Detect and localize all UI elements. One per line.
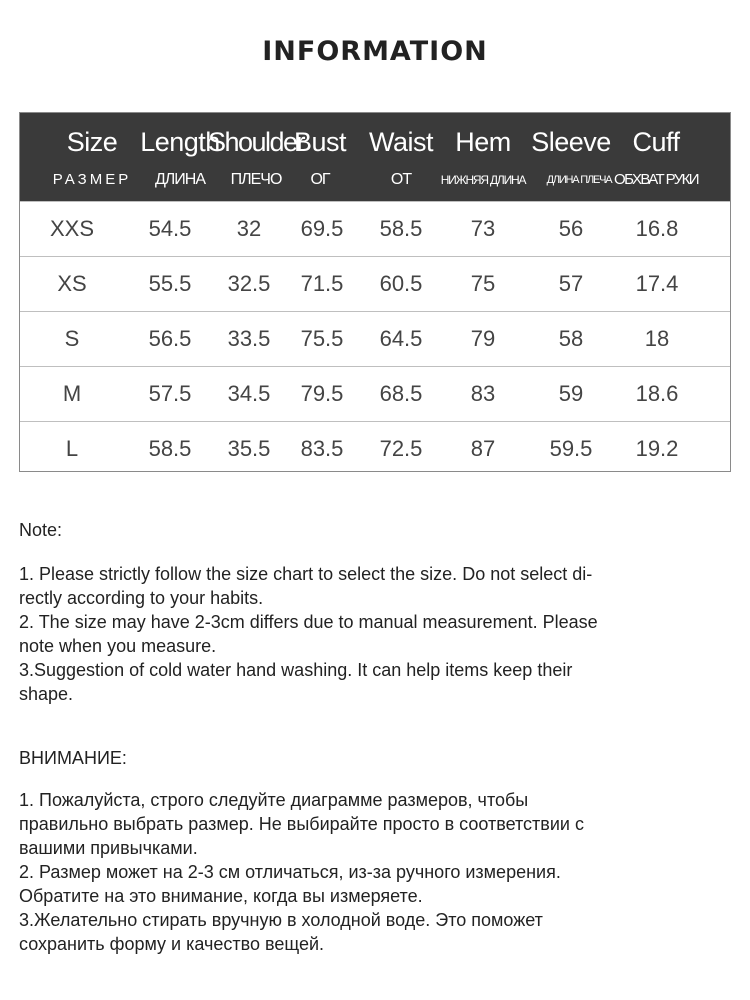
cell-shoulder: 35.5	[227, 436, 271, 461]
cell-shoulder: 34.5	[227, 381, 271, 406]
cell-cuff: 19.2	[635, 436, 679, 461]
cell-length: 58.5	[148, 436, 192, 461]
cell-bust: 75.5	[300, 326, 344, 351]
cell-bust: 69.5	[300, 216, 344, 241]
cell-sleeve: 59	[558, 381, 584, 406]
header-label-en: Sleeve	[531, 127, 611, 157]
cell-size: XXS	[49, 216, 95, 241]
header-label-ru: ОБХВАТ РУКИ	[614, 171, 698, 188]
header-label-ru: ПЛЕЧО	[230, 171, 282, 188]
table-row	[20, 201, 730, 256]
cell-sleeve: 57	[558, 271, 584, 296]
note-line: rectly according to your habits.	[19, 588, 264, 608]
cell-shoulder: 32	[236, 216, 262, 241]
cell-length: 56.5	[148, 326, 192, 351]
cell-waist: 64.5	[379, 326, 423, 351]
header-label-ru: ОТ	[390, 171, 412, 188]
cell-length: 55.5	[148, 271, 192, 296]
table-row	[20, 311, 730, 366]
note-line: сохранить форму и качество вещей.	[19, 934, 325, 954]
cell-size: M	[62, 381, 82, 406]
table-header	[20, 113, 730, 201]
cell-size: L	[65, 436, 79, 461]
header-label-ru: ОГ	[310, 171, 330, 188]
cell-hem: 79	[470, 326, 496, 351]
cell-hem: 73	[470, 216, 496, 241]
note-heading: Note:	[19, 520, 63, 540]
note-line: вашими привычками.	[19, 838, 198, 858]
cell-size: XS	[57, 271, 87, 296]
note-line: 1. Пожалуйста, строго следуйте диаграмме размеров, чтобы	[19, 790, 529, 810]
header-label-ru: НИЖНЯЯ ДЛИНА	[440, 173, 526, 187]
header-label-en: Hem	[455, 127, 511, 157]
header-cuff	[616, 113, 696, 201]
note-line: правильно выбрать размер. Не выбирайте просто в соответствии с	[19, 814, 584, 834]
table-row	[20, 256, 730, 311]
cell-bust: 71.5	[300, 271, 344, 296]
cell-bust: 83.5	[300, 436, 344, 461]
header-label-en: Cuff	[632, 127, 680, 157]
cell-shoulder: 32.5	[227, 271, 271, 296]
header-label-en: Waist	[369, 127, 433, 157]
header-label-ru: ДЛИНА ПЛЕЧА	[546, 174, 612, 186]
cell-waist: 60.5	[379, 271, 423, 296]
cell-shoulder: 33.5	[227, 326, 271, 351]
cell-sleeve: 56	[558, 216, 584, 241]
cell-cuff: 18.6	[635, 381, 679, 406]
header-label-ru: ДЛИНА	[154, 171, 206, 188]
cell-sleeve: 58	[558, 326, 584, 351]
cell-length: 57.5	[148, 381, 192, 406]
note-line: 3.Suggestion of cold water hand washing. It can help items keep their	[19, 660, 573, 680]
note-line: note when you measure.	[19, 636, 217, 656]
cell-waist: 72.5	[379, 436, 423, 461]
cell-sleeve: 59.5	[549, 436, 593, 461]
cell-waist: 58.5	[379, 216, 423, 241]
note-heading: ВНИМАНИЕ:	[19, 748, 127, 768]
cell-hem: 87	[470, 436, 496, 461]
note-russian	[19, 746, 719, 956]
header-label-ru: РАЗМЕР	[52, 171, 132, 188]
note-line: 3.Желательно стирать вручную в холодной воде. Это поможет	[19, 910, 543, 930]
cell-hem: 75	[470, 271, 496, 296]
cell-bust: 79.5	[300, 381, 344, 406]
header-label-en: Length	[140, 127, 220, 157]
cell-length: 54.5	[148, 216, 192, 241]
table-row	[20, 421, 730, 471]
cell-cuff: 17.4	[635, 271, 679, 296]
note-line: 2. The size may have 2-3cm differs due to manual measurement. Please	[19, 612, 598, 632]
header-label-en: Shoulder	[207, 127, 305, 157]
note-line: Обратите на это внимание, когда вы измеряете.	[19, 886, 423, 906]
header-label-en: Size	[66, 127, 118, 157]
size-chart-table	[19, 112, 731, 472]
table-row	[20, 366, 730, 421]
cell-cuff: 18	[644, 326, 670, 351]
note-line: shape.	[19, 684, 74, 704]
cell-hem: 83	[470, 381, 496, 406]
cell-waist: 68.5	[379, 381, 423, 406]
page-title: INFORMATION	[262, 36, 488, 67]
note-english	[19, 518, 719, 706]
cell-size: S	[64, 326, 80, 351]
note-line: 1. Please strictly follow the size chart to select the size. Do not select di-	[19, 564, 593, 584]
cell-cuff: 16.8	[635, 216, 679, 241]
header-label-en: Bust	[293, 127, 347, 157]
note-line: 2. Размер может на 2-3 см отличаться, из-за ручного измерения.	[19, 862, 561, 882]
